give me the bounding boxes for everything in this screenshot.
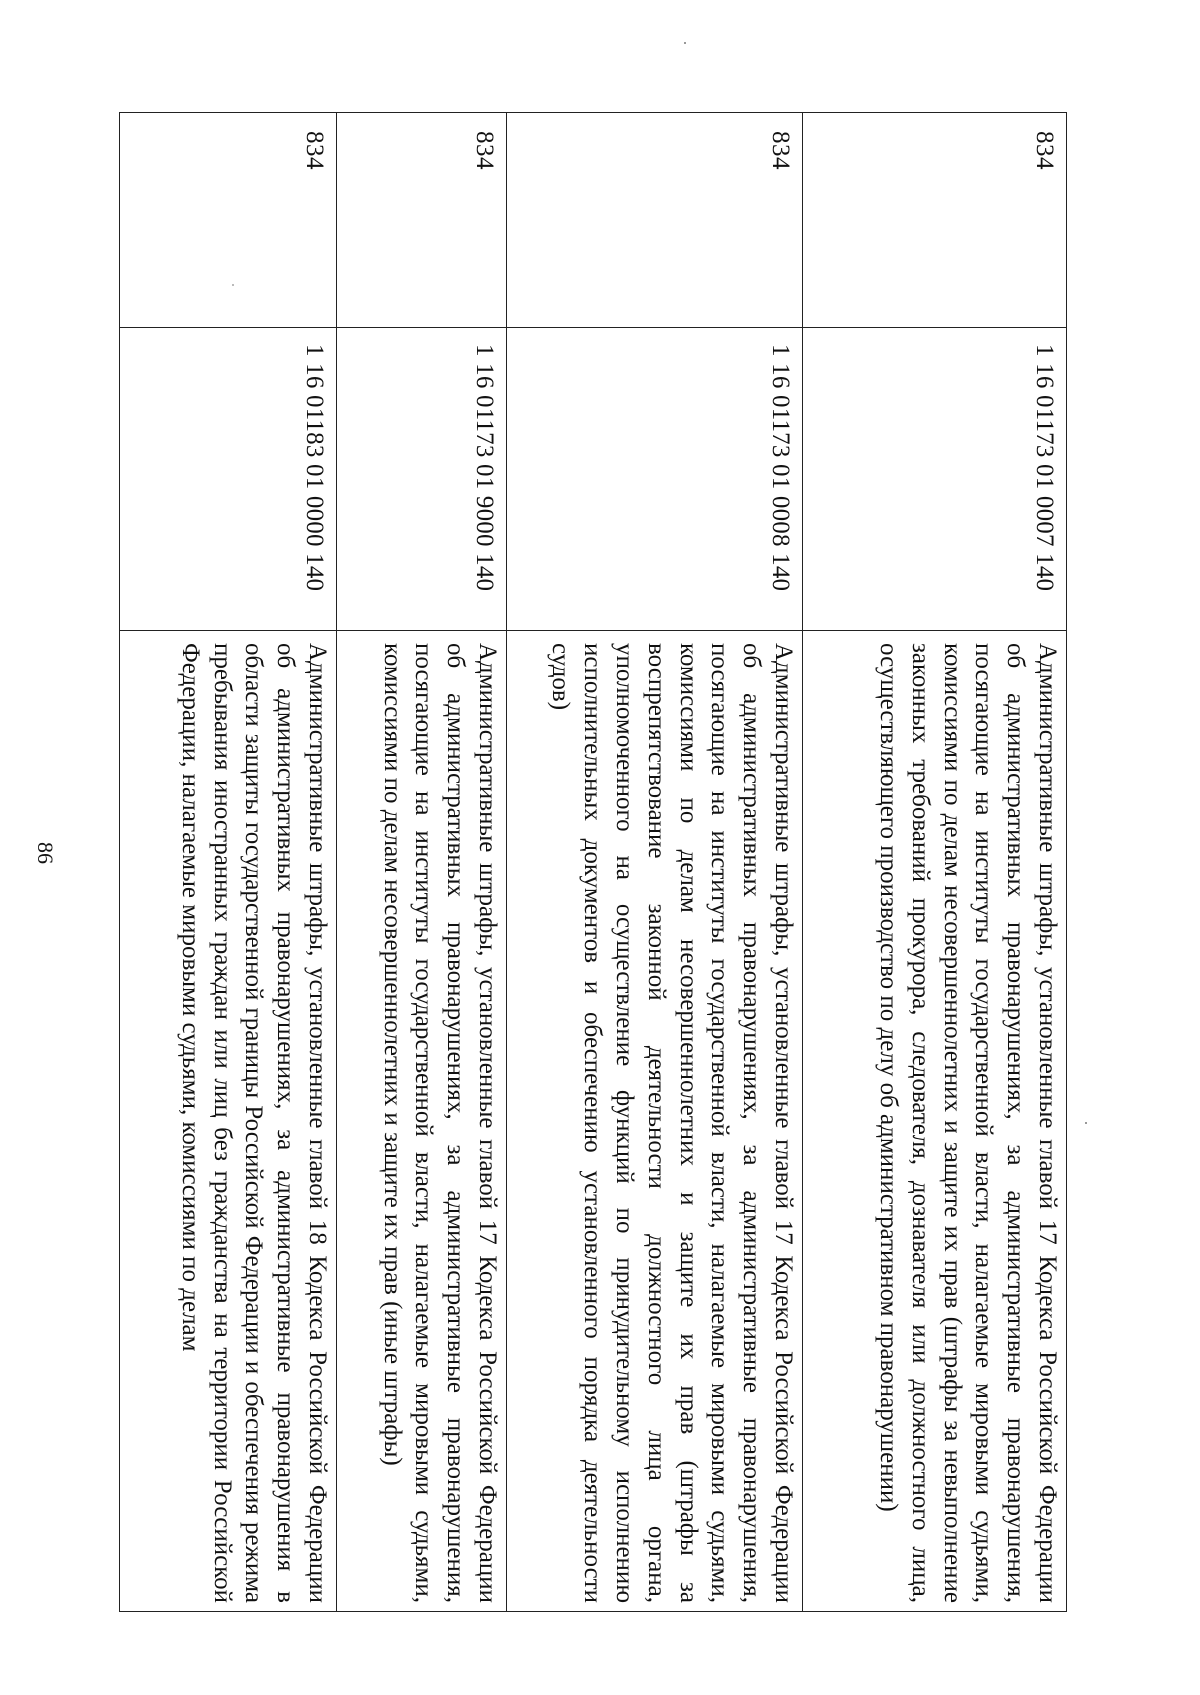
admin-code: 834 (471, 131, 498, 170)
scan-speck (232, 284, 234, 286)
description-cell (337, 631, 506, 1612)
admin-code-cell (119, 113, 336, 328)
revenue-codes-table (119, 112, 1067, 1612)
description-text: Административные штрафы, установленные главой 17 Кодекса Российской Федерации об административных правонарушениях, за административные правонарушения, посягающие на институты государственной власти, налагаемые мировыми судьями, комиссиями по делам несовершеннолетних и защите их прав (штрафы за воспрепятствование законной деятельности должностного лица органа, уполномоченного на осуществление функций по принудительному исполнению исполнительных документов и обеспечению установленного порядка деятельности судов) (547, 643, 797, 1603)
rotated-table-viewport (119, 112, 1067, 1612)
admin-code-cell (337, 113, 506, 328)
page-number: 86 (33, 842, 58, 864)
scan-speck (684, 42, 686, 44)
kbk-code: 1 16 01173 01 0007 140 (1031, 344, 1058, 592)
kbk-cell (507, 328, 802, 631)
description-text: Административные штрафы, установленные главой 17 Кодекса Российской Федерации об административных правонарушениях, за административные правонарушения, посягающие на институты государственной власти, налагаемые мировыми судьями, комиссиями по делам несовершеннолетних и защите их прав (штрафы за невыполнение законных требований прокурора, следователя, дознавателя или должностного лица, осуществляющего производство по делу об административном правонарушении) (875, 643, 1061, 1603)
table-row (119, 113, 336, 1611)
scan-speck (1085, 1122, 1087, 1124)
admin-code: 834 (767, 131, 794, 170)
admin-code: 834 (1031, 131, 1058, 170)
table-row (506, 113, 802, 1611)
kbk-code: 1 16 01183 01 0000 140 (301, 344, 328, 592)
description-cell (803, 631, 1066, 1612)
description-text: Административные штрафы, установленные главой 18 Кодекса Российской Федерации об административных правонарушениях, за административные правонарушения в области защиты государственной границы Российской Федерации и обеспечения режима пребывания иностранных граждан или лиц без гражданства на территории Российской Федерации, налагаемые мировыми судьями, комиссиями по делам (176, 643, 331, 1603)
table-row (336, 113, 506, 1611)
kbk-cell (803, 328, 1066, 631)
kbk-cell (337, 328, 506, 631)
description-cell (507, 631, 802, 1612)
kbk-cell (119, 328, 336, 631)
admin-code: 834 (301, 131, 328, 170)
admin-code-cell (507, 113, 802, 328)
admin-code-cell (803, 113, 1066, 328)
description-text: Административные штрафы, установленные главой 17 Кодекса Российской Федерации об административных правонарушениях, за административные правонарушения, посягающие на институты государственной власти, налагаемые мировыми судьями, комиссиями по делам несовершеннолетних и защите их прав (иные штрафы) (378, 643, 501, 1603)
table-row (802, 113, 1066, 1611)
description-cell (119, 631, 336, 1611)
kbk-code: 1 16 01173 01 9000 140 (471, 344, 498, 592)
kbk-code: 1 16 01173 01 0008 140 (767, 344, 794, 592)
